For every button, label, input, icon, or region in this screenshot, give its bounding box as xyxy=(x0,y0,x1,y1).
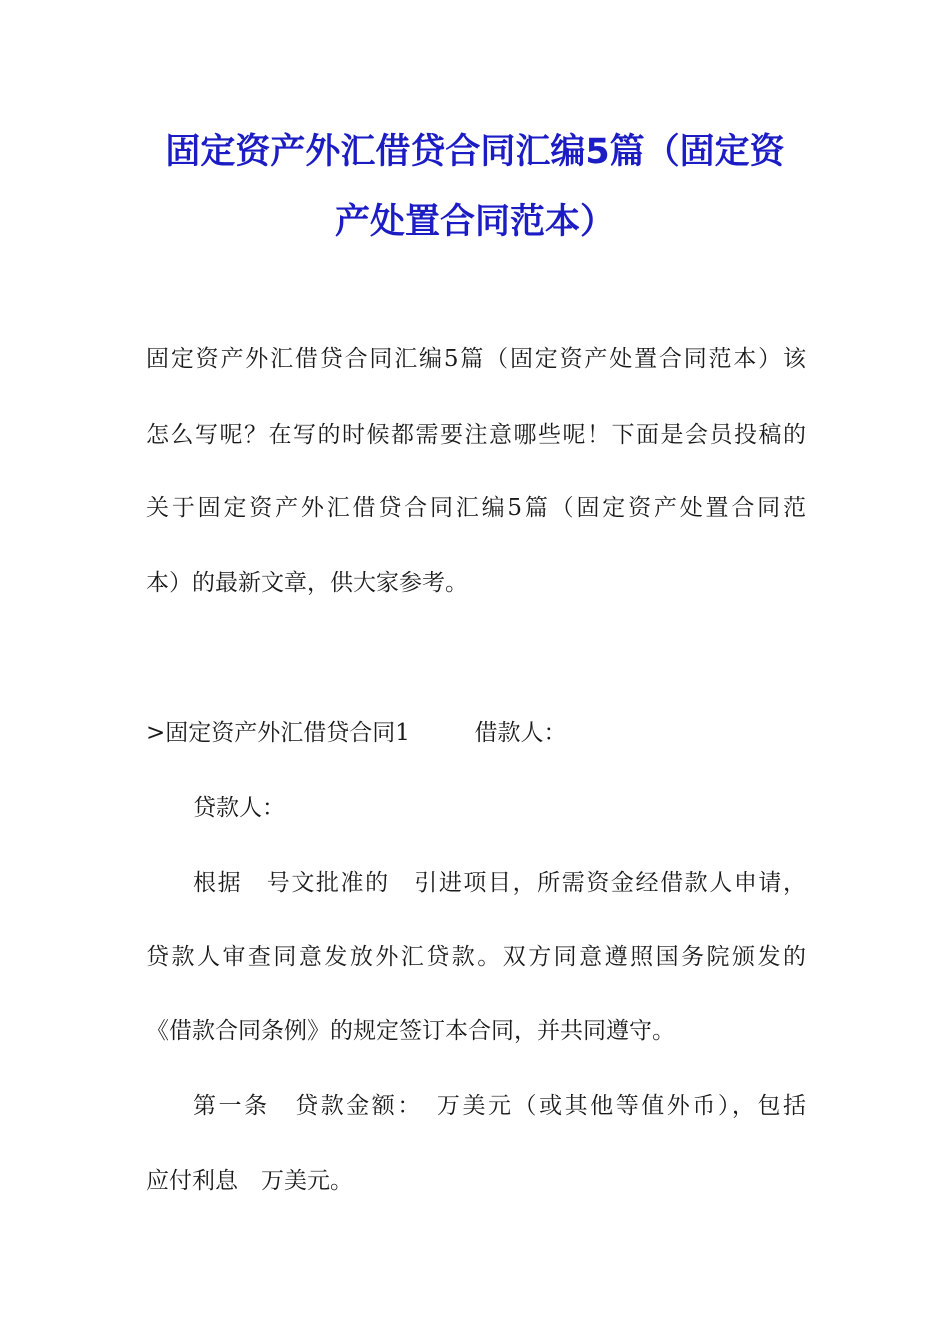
para1-line-3: 《借款合同条例》的规定签订本合同，并共同遵守。 xyxy=(146,1018,675,1044)
intro-line-1: 固定资产外汇借贷合同汇编5篇（固定资产处置合同范本）该 xyxy=(146,346,806,372)
article1-line-1: 第一条 贷款金额： 万美元（或其他等值外币），包括 xyxy=(193,1093,806,1119)
article1-line-2: 应付利息 万美元。 xyxy=(146,1168,353,1194)
intro-line-3: 关于固定资产外汇借贷合同汇编5篇（固定资产处置合同范 xyxy=(146,495,806,521)
intro-line-2: 怎么写呢？在写的时候都需要注意哪些呢！下面是会员投稿的 xyxy=(146,422,806,448)
para1-line-2: 贷款人审查同意发放外汇贷款。双方同意遵照国务院颁发的 xyxy=(146,944,806,970)
document-title-line-2: 产处置合同范本） xyxy=(334,202,615,242)
lender-label: 贷款人： xyxy=(193,795,285,821)
contract-heading-text: >固定资产外汇借贷合同1 xyxy=(146,720,410,746)
document-title-line-1: 固定资产外汇借贷合同汇编5篇（固定资 xyxy=(165,132,785,172)
borrower-label: 借款人： xyxy=(474,720,567,746)
contract-heading xyxy=(146,722,806,745)
intro-line-4: 本）的最新文章，供大家参考。 xyxy=(146,570,468,596)
para1-line-1: 根据 号文批准的 引进项目，所需资金经借款人申请， xyxy=(193,870,806,896)
